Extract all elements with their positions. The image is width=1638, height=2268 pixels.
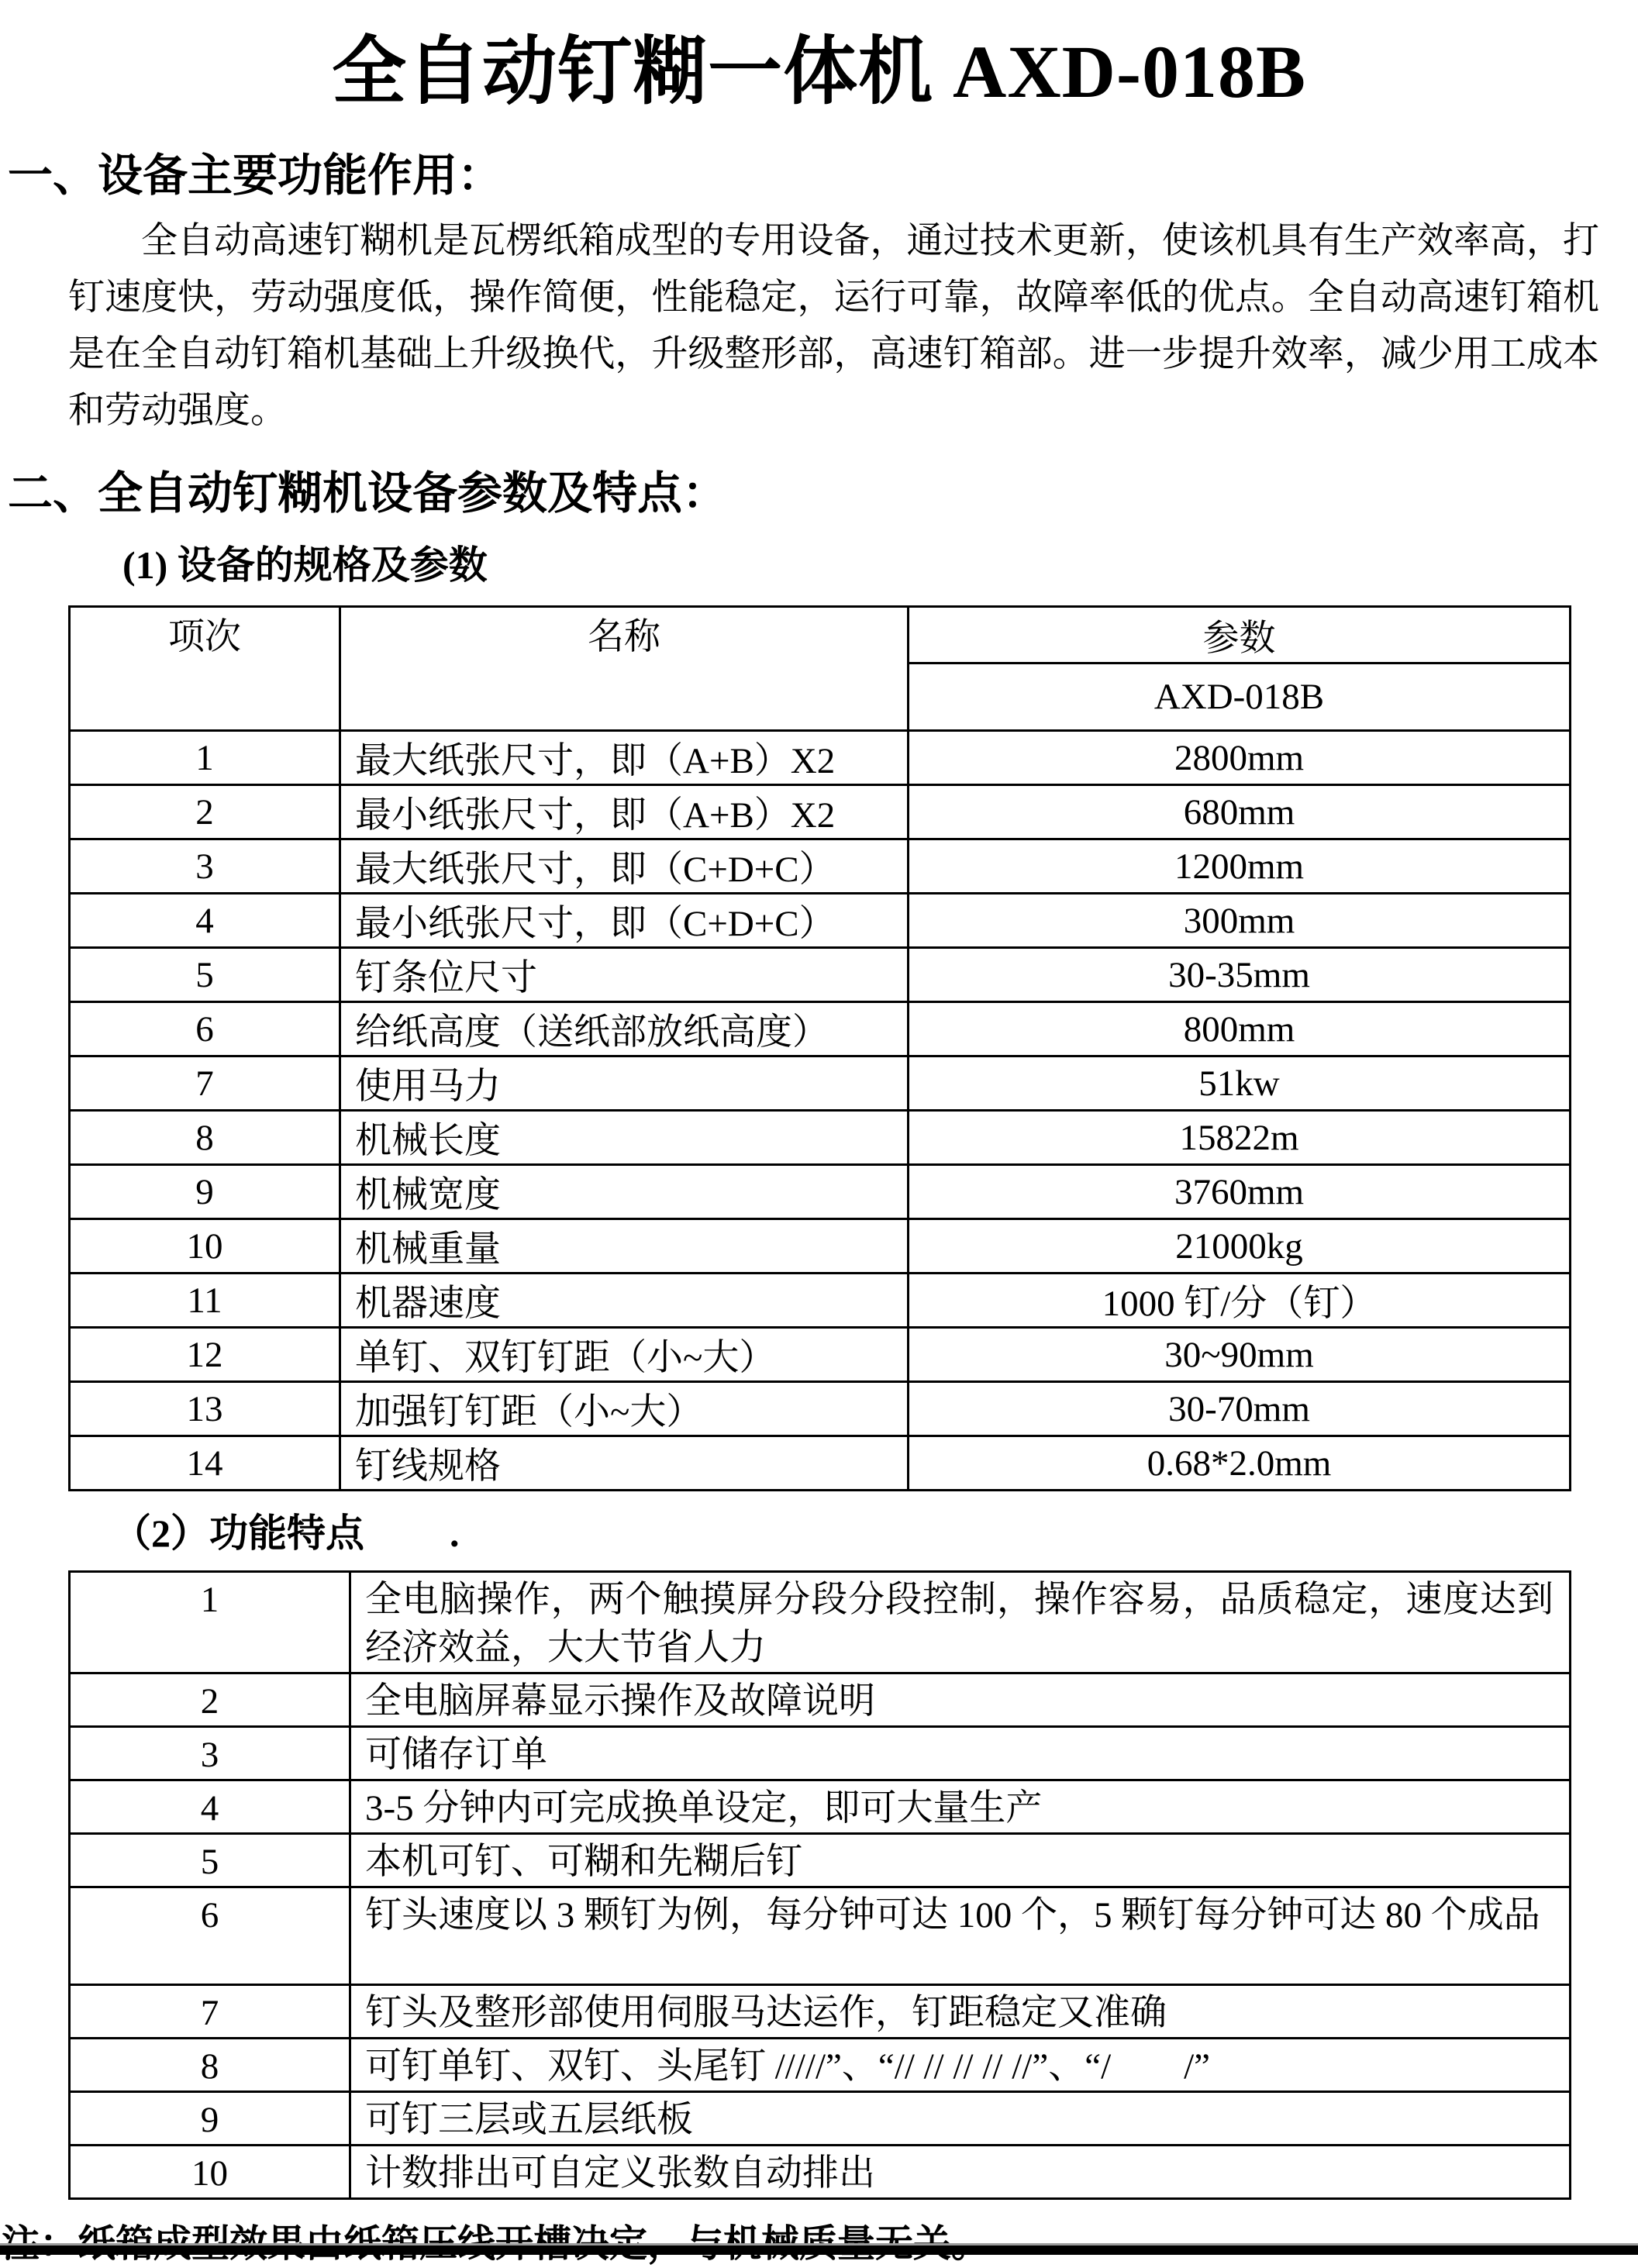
section1-paragraph: 全自动高速钉糊机是瓦楞纸箱成型的专用设备，通过技术更新，使该机具有生产效率高，打钉速度快，劳动强度低，操作简便，性能稳定，运行可靠，故障率低的优点。全自动高速钉箱机是在全自动钉箱机基础上升级换代，升级整形部，高速钉箱部。进一步提升效率，减少用工成本和劳动强度。	[68, 221, 1599, 431]
feature-row-text: 可储存订单	[350, 1727, 1571, 1780]
feature-row-text: 可钉三层或五层纸板	[350, 2092, 1571, 2146]
table-row	[70, 1436, 1571, 1491]
feature-row-no: 7	[70, 1985, 350, 2039]
spec-row-no: 7	[70, 1056, 340, 1111]
table-row	[70, 1887, 1571, 1985]
spec-row-value: 1200mm	[909, 839, 1571, 894]
feature-row-no: 1	[70, 1572, 350, 1673]
feature-row-no: 3	[70, 1727, 350, 1780]
table-row	[70, 1727, 1571, 1780]
spec-row-no: 3	[70, 839, 340, 894]
feature-table	[68, 1570, 1571, 2200]
spec-row-name: 最大纸张尺寸，即（C+D+C）	[340, 839, 909, 894]
feature-row-no: 5	[70, 1834, 350, 1887]
spec-row-no: 4	[70, 894, 340, 948]
feature-row-text: 钉头及整形部使用伺服马达运作，钉距稳定又准确	[350, 1985, 1571, 2039]
spec-row-value: 15822m	[909, 1111, 1571, 1165]
feature-row-no: 9	[70, 2092, 350, 2146]
spec-row-no: 9	[70, 1165, 340, 1219]
spec-header-no: 项次	[70, 607, 340, 731]
spec-row-value: 21000kg	[909, 1219, 1571, 1274]
table-row	[70, 785, 1571, 839]
table-row	[70, 1382, 1571, 1436]
table-row	[70, 1673, 1571, 1727]
feature-row-text: 全电脑屏幕显示操作及故障说明	[350, 1673, 1571, 1727]
table-row	[70, 1111, 1571, 1165]
table-row	[70, 1572, 1571, 1673]
subheading-trailing-dot: .	[450, 1511, 460, 1555]
page-title: 全自动钉糊一体机 AXD-018B	[332, 30, 1306, 113]
section2-heading: 二、全自动钉糊机设备参数及特点：	[8, 468, 728, 519]
table-row	[70, 1165, 1571, 1219]
table-row	[70, 2092, 1571, 2146]
table-row	[70, 1328, 1571, 1382]
spec-row-name: 机械长度	[340, 1111, 909, 1165]
table-row	[70, 948, 1571, 1002]
table-row	[70, 839, 1571, 894]
table-row	[70, 1002, 1571, 1056]
feature-row-no: 10	[70, 2146, 350, 2199]
table-row	[70, 731, 1571, 785]
table-row	[70, 894, 1571, 948]
spec-row-no: 5	[70, 948, 340, 1002]
spec-row-name: 单钉、双钉钉距（小~大）	[340, 1328, 909, 1382]
table-row	[70, 1985, 1571, 2039]
feature-row-no: 2	[70, 1673, 350, 1727]
spec-row-value: 300mm	[909, 894, 1571, 948]
table-row	[70, 1274, 1571, 1328]
table-row	[70, 2039, 1571, 2092]
spec-row-value: 680mm	[909, 785, 1571, 839]
spec-row-no: 13	[70, 1382, 340, 1436]
spec-row-name: 机械重量	[340, 1219, 909, 1274]
spec-row-no: 6	[70, 1002, 340, 1056]
spec-row-no: 10	[70, 1219, 340, 1274]
feature-row-no: 8	[70, 2039, 350, 2092]
spec-row-no: 11	[70, 1274, 340, 1328]
spec-row-name: 最小纸张尺寸，即（A+B）X2	[340, 785, 909, 839]
table-row	[70, 1056, 1571, 1111]
spec-row-value: 30~90mm	[909, 1328, 1571, 1382]
spec-header-name: 名称	[340, 607, 909, 731]
spec-row-no: 2	[70, 785, 340, 839]
spec-row-value: 51kw	[909, 1056, 1571, 1111]
table-row	[70, 1219, 1571, 1274]
spec-row-name: 钉条位尺寸	[340, 948, 909, 1002]
spec-row-value: 800mm	[909, 1002, 1571, 1056]
page-bottom-bar	[0, 2243, 1638, 2255]
spec-row-no: 1	[70, 731, 340, 785]
table-row	[70, 1780, 1571, 1834]
spec-header-param: 参数	[909, 607, 1571, 664]
spec-row-name: 机器速度	[340, 1274, 909, 1328]
spec-row-value: 30-35mm	[909, 948, 1571, 1002]
spec-row-name: 最小纸张尺寸，即（C+D+C）	[340, 894, 909, 948]
spec-table	[68, 605, 1571, 1491]
feature-row-text: 全电脑操作，两个触摸屏分段分段控制，操作容易，品质稳定，速度达到经济效益，大大节省人力	[350, 1572, 1571, 1673]
spec-header-row	[70, 607, 1571, 664]
spec-row-name: 给纸高度（送纸部放纸高度）	[340, 1002, 909, 1056]
feature-row-text: 钉头速度以 3 颗钉为例，每分钟可达 100 个，5 颗钉每分钟可达 80 个成品	[350, 1887, 1571, 1985]
spec-table-subheading: (1) 设备的规格及参数	[122, 543, 488, 587]
feature-row-text: 可钉单钉、双钉、头尾钉 /////”、“// // // // //”、“/ /”	[350, 2039, 1571, 2092]
spec-row-value: 1000 钉/分（钉）	[909, 1274, 1571, 1328]
table-row	[70, 2146, 1571, 2199]
spec-row-value: 3760mm	[909, 1165, 1571, 1219]
footnote	[2, 2214, 1638, 2268]
spec-row-no: 8	[70, 1111, 340, 1165]
feature-subheading-text: （2）功能特点	[112, 1511, 364, 1555]
feature-row-no: 6	[70, 1887, 350, 1985]
spec-row-name: 最大纸张尺寸，即（A+B）X2	[340, 731, 909, 785]
spec-row-name: 加强钉钉距（小~大）	[340, 1382, 909, 1436]
feature-row-text: 3-5 分钟内可完成换单设定，即可大量生产	[350, 1780, 1571, 1834]
spec-row-value: 0.68*2.0mm	[909, 1436, 1571, 1491]
spec-row-name: 钉线规格	[340, 1436, 909, 1491]
feature-row-no: 4	[70, 1780, 350, 1834]
spec-row-name: 使用马力	[340, 1056, 909, 1111]
spec-row-value: 2800mm	[909, 731, 1571, 785]
spec-row-no: 14	[70, 1436, 340, 1491]
spec-row-value: 30-70mm	[909, 1382, 1571, 1436]
spec-row-no: 12	[70, 1328, 340, 1382]
spec-row-name: 机械宽度	[340, 1165, 909, 1219]
table-row	[70, 1834, 1571, 1887]
section1-heading: 一、设备主要功能作用：	[8, 150, 503, 201]
feature-table-subheading	[112, 1502, 1638, 1558]
feature-row-text: 计数排出可自定义张数自动排出	[350, 2146, 1571, 2199]
spec-model-value: AXD-018B	[909, 664, 1571, 731]
feature-row-text: 本机可钉、可糊和先糊后钉	[350, 1834, 1571, 1887]
